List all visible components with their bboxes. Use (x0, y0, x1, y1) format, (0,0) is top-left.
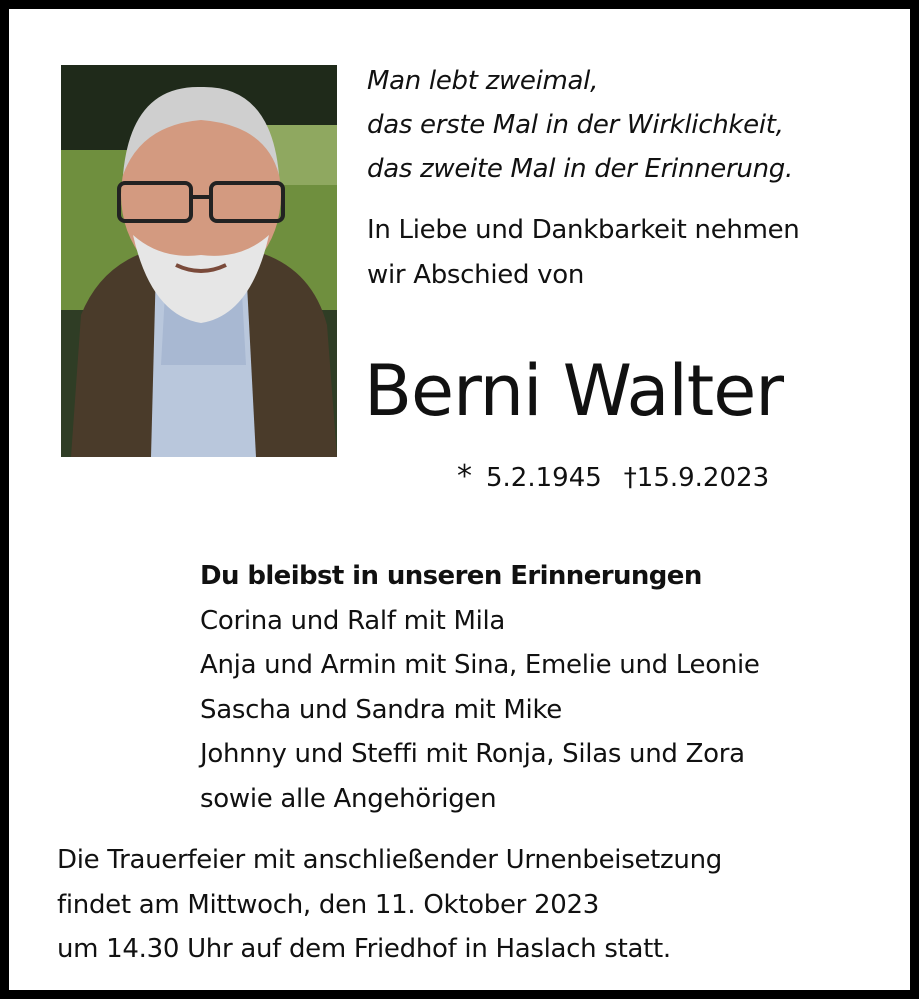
mourner-line: Corina und Ralf mit Mila (200, 605, 506, 636)
mourners-heading: Du bleibst in unseren Erinnerungen (200, 561, 702, 591)
funeral-line: Die Trauerfeier mit anschließender Urnenbeisetzung (57, 845, 722, 875)
mourner-line: Johnny und Steffi mit Ronja, Silas und Zora (200, 739, 745, 769)
birth-date: 5.2.1945 (486, 463, 602, 493)
portrait-photo (61, 65, 337, 457)
death-date: 15.9.2023 (636, 463, 770, 493)
birth-symbol: * (457, 459, 472, 494)
funeral-line: findet am Mittwoch, den 11. Oktober 2023 (57, 889, 599, 920)
quote-line: das zweite Mal in der Erinnerung. (367, 154, 793, 184)
intro-line: wir Abschied von (367, 260, 585, 290)
life-dates (457, 457, 769, 498)
quote-line: Man lebt zweimal, (367, 66, 599, 96)
mourner-line: Anja und Armin mit Sina, Emelie und Leonie (200, 650, 760, 680)
death-symbol: † (623, 463, 637, 493)
mourners-list (200, 554, 760, 821)
funeral-details (57, 838, 722, 972)
mourner-line: Sascha und Sandra mit Mike (200, 694, 562, 725)
farewell-intro (367, 208, 800, 298)
quote-line: das erste Mal in der Wirklichkeit, (367, 110, 784, 140)
funeral-line: um 14.30 Uhr auf dem Friedhof in Haslach statt. (57, 934, 671, 964)
memorial-quote (367, 59, 793, 191)
mourner-line: sowie alle Angehörigen (200, 783, 497, 814)
intro-line: In Liebe und Dankbarkeit nehmen (367, 215, 800, 245)
deceased-name: Berni Walter (364, 350, 784, 432)
